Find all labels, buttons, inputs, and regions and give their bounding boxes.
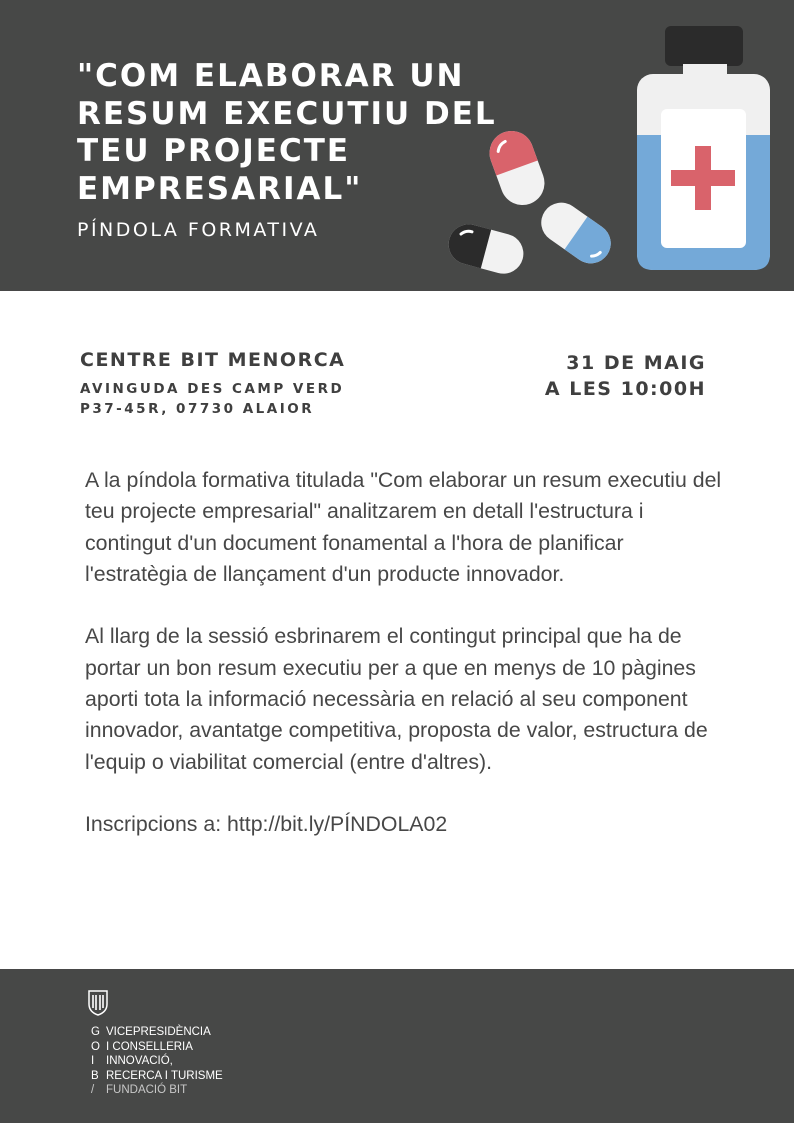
- logo-row-fundacio: / FUNDACIÓ BIT: [91, 1084, 188, 1096]
- goib-logo-text: [91, 1025, 223, 1098]
- venue-address: [80, 379, 344, 419]
- event-subtitle: PÍNDOLA FORMATIVA: [77, 219, 320, 241]
- address-line: P37-45R, 07730 ALAIOR: [80, 401, 315, 417]
- medicine-illustration: [440, 20, 780, 280]
- event-date: 31 DE MAIG: [566, 352, 706, 374]
- shield-logo-icon: [88, 990, 108, 1016]
- header-banner: [0, 0, 794, 291]
- description-paragraph: Al llarg de la sessió esbrinarem el contingut principal que ha de portar un bon resum executiu per a que en menys de 10 pàgines aporti tota la informació necessària en relació al seu component innovador, avantatge competitiva, proposta de valor, estructura de l'equip o viabilitat comercial (entre d'altres).: [85, 624, 708, 774]
- event-title: "COM ELABORAR UN RESUM EXECUTIU DEL TEU PROJECTE EMPRESARIAL": [77, 58, 497, 207]
- pill-black-icon: [444, 220, 528, 278]
- logo-row: O I CONSELLERIA: [91, 1040, 193, 1053]
- description-paragraph: A la píndola formativa titulada "Com elaborar un resum executiu del teu projecte empresarial" analitzarem en detall l'estructura i contingut d'un document fonamental a l'hora de planificar l'estratègia de llançament d'un producte innovador.: [85, 468, 722, 586]
- logo-row: B RECERCA I TURISME: [91, 1069, 223, 1082]
- venue-name: CENTRE BIT MENORCA: [80, 349, 346, 371]
- pill-red-icon: [483, 125, 550, 211]
- address-line: AVINGUDA DES CAMP VERD: [80, 381, 345, 397]
- description: [85, 465, 725, 872]
- event-time: A LES 10:00H: [544, 378, 706, 400]
- bottle-cap-icon: [665, 26, 743, 66]
- event-datetime: [545, 350, 706, 402]
- logo-row: G VICEPRESIDÈNCIA: [91, 1026, 211, 1038]
- pill-blue-icon: [533, 195, 618, 271]
- registration-link[interactable]: Inscripcions a: http://bit.ly/PÍNDOLA02: [85, 812, 448, 837]
- logo-row: I INNOVACIÓ,: [91, 1055, 173, 1067]
